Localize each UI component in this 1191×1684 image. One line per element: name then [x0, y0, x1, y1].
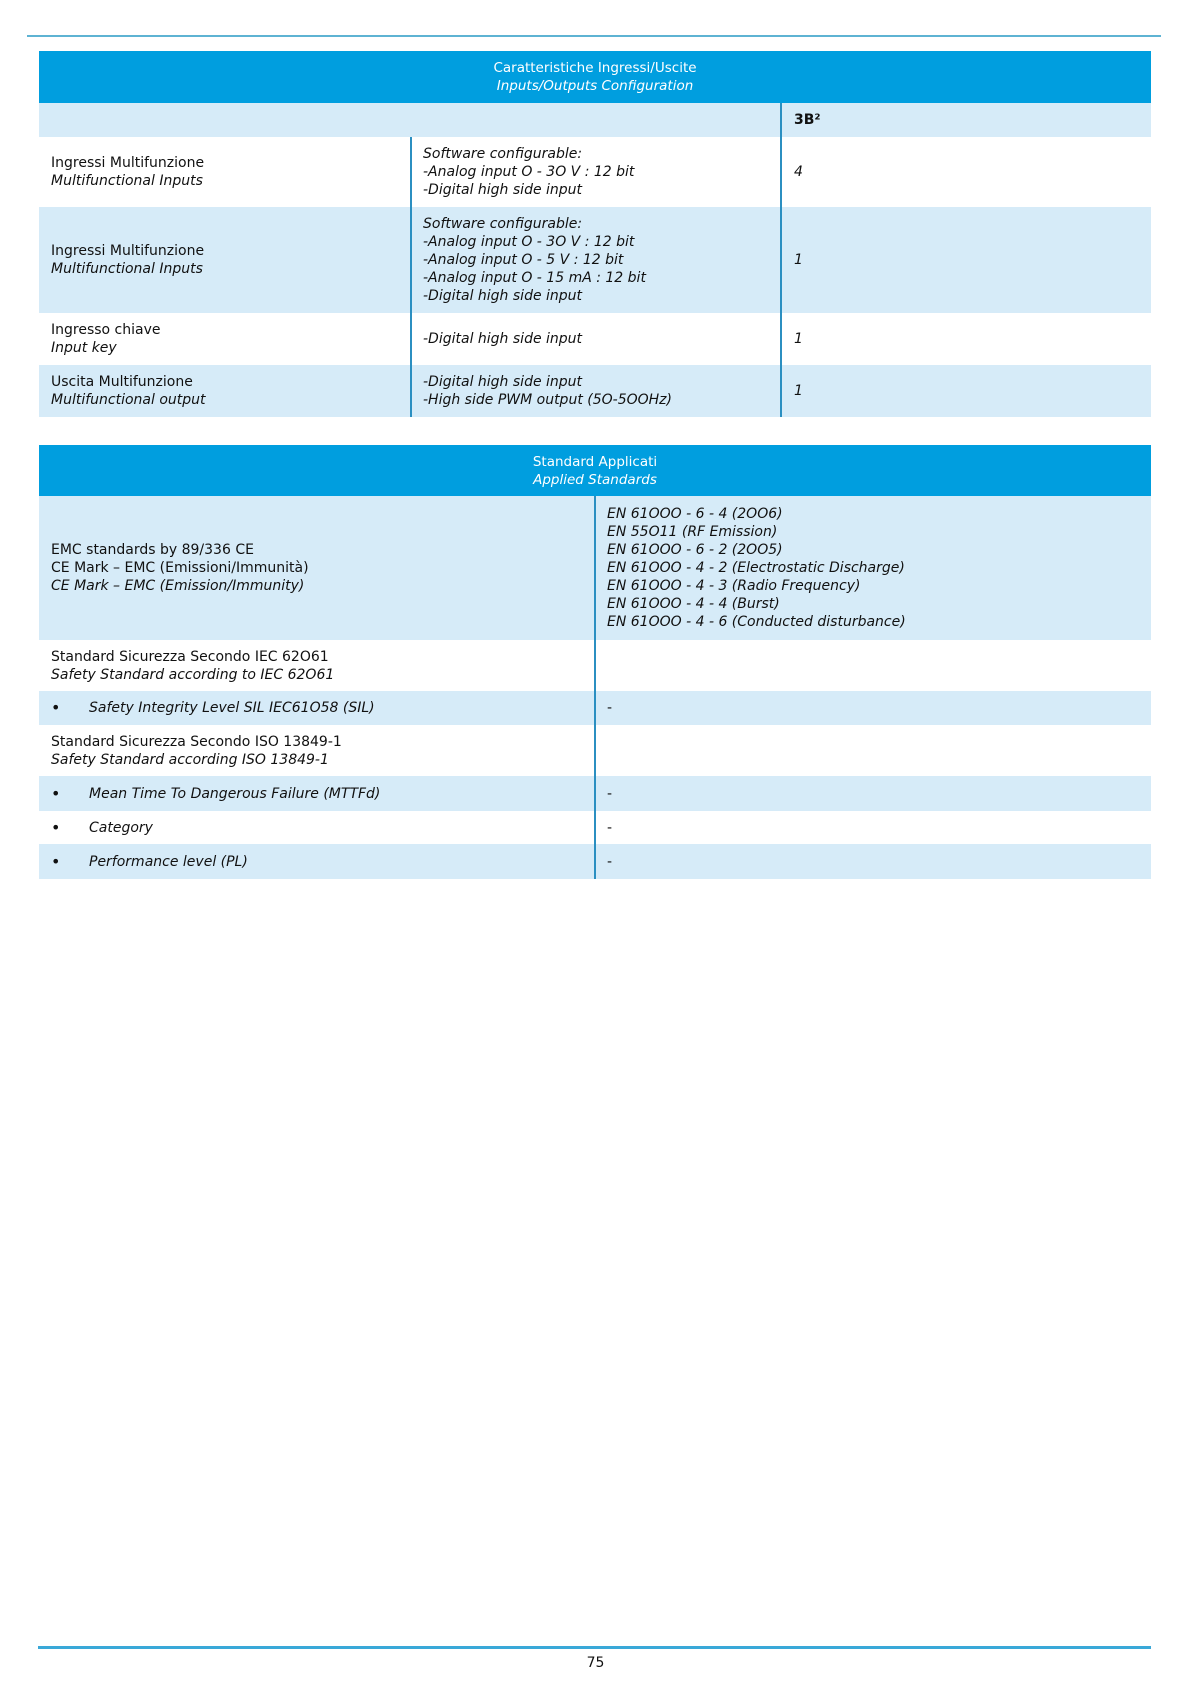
- row-label-it: Uscita Multifunzione: [51, 374, 193, 390]
- iso-row: Standard Sicurezza Secondo ISO 13849-1 Safety Standard according ISO 13849-1: [39, 725, 1151, 776]
- table-row: • Performance level (PL) -: [39, 844, 1151, 879]
- table-row: [39, 313, 1151, 365]
- top-rule: [27, 35, 1161, 37]
- row-value: -: [594, 776, 1151, 811]
- row-label-it: Ingressi Multifunzione: [51, 243, 205, 259]
- table-title-it: Standard Applicati: [532, 453, 658, 470]
- iec-row: Standard Sicurezza Secondo IEC 62O61 Safety Standard according to IEC 62O61: [39, 640, 1151, 691]
- row-label-en: Multifunctional Inputs: [51, 261, 203, 277]
- row-value: -: [594, 844, 1151, 879]
- row-label-en: Multifunctional output: [51, 392, 206, 408]
- table-header: [39, 51, 1151, 103]
- table-header: [39, 445, 1151, 496]
- row-value: 4: [780, 137, 1151, 207]
- row-description: Software configurable: -Analog input O - 3O V : 12 bit -Analog input O - 5 V : 12 bit -Analog input O - 15 mA : 12 bit -Digital high side input: [410, 207, 780, 313]
- table-row: [39, 137, 1151, 207]
- row-label-it: Ingresso chiave: [51, 322, 161, 338]
- bullet-icon: •: [51, 817, 61, 837]
- row-label-en: Input key: [51, 340, 117, 356]
- bottom-rule: [38, 1646, 1151, 1649]
- emc-row: EMC standards by 89/336 CE CE Mark – EMC (Emissioni/Immunità) CE Mark – EMC (Emission/Immunity) EN 61OOO - 6 - 4 (2OO6) EN 55O11 (RF Emission) EN 61OOO - 6 - 2 (2OO5) EN 61OOO - 4 - 2 (Electrostatic Discharge) EN 61OOO - 4 - 3 (Radio Frequency) EN 61OOO - 4 - 4 (Burst) EN 61OOO - 4 - 6 (Conducted disturbance): [39, 496, 1151, 640]
- row-value: 1: [780, 365, 1151, 417]
- table-row: • Category -: [39, 811, 1151, 844]
- page-number: 75: [586, 1655, 605, 1671]
- row-label-en: Multifunctional Inputs: [51, 173, 203, 189]
- bullet-icon: •: [51, 851, 61, 871]
- row-description: -Digital high side input: [410, 313, 780, 365]
- table-row: • Safety Integrity Level SIL IEC61O58 (SIL) -: [39, 691, 1151, 725]
- applied-standards-table: [39, 445, 1151, 879]
- column-header-3b2: 3B²: [780, 103, 1151, 137]
- table-title-en: Applied Standards: [533, 471, 657, 488]
- table-row: • Mean Time To Dangerous Failure (MTTFd) -: [39, 776, 1151, 811]
- table-row: [39, 207, 1151, 313]
- row-value: 1: [780, 313, 1151, 365]
- row-value: -: [594, 811, 1151, 844]
- row-value: 1: [780, 207, 1151, 313]
- table-title-en: Inputs/Outputs Configuration: [496, 78, 694, 94]
- io-configuration-table: [39, 51, 1151, 417]
- row-description: Software configurable: -Analog input O - 3O V : 12 bit -Digital high side input: [410, 137, 780, 207]
- row-description: -Digital high side input -High side PWM output (5O-5OOHz): [410, 365, 780, 417]
- bullet-icon: •: [51, 698, 61, 717]
- emc-standards-list: EN 61OOO - 6 - 4 (2OO6) EN 55O11 (RF Emission) EN 61OOO - 6 - 2 (2OO5) EN 61OOO - 4 - 2 (Electrostatic Discharge) EN 61OOO - 4 - 3 (Radio Frequency) EN 61OOO - 4 - 4 (Burst) EN 61OOO - 4 - 6 (Conducted disturbance): [594, 496, 1151, 640]
- bullet-icon: •: [51, 783, 61, 803]
- row-label-it: Ingressi Multifunzione: [51, 155, 205, 171]
- table-row: [39, 365, 1151, 417]
- table-title-it: Caratteristiche Ingressi/Uscite: [493, 60, 697, 76]
- row-value: -: [594, 691, 1151, 725]
- column-header-row: [39, 103, 1151, 137]
